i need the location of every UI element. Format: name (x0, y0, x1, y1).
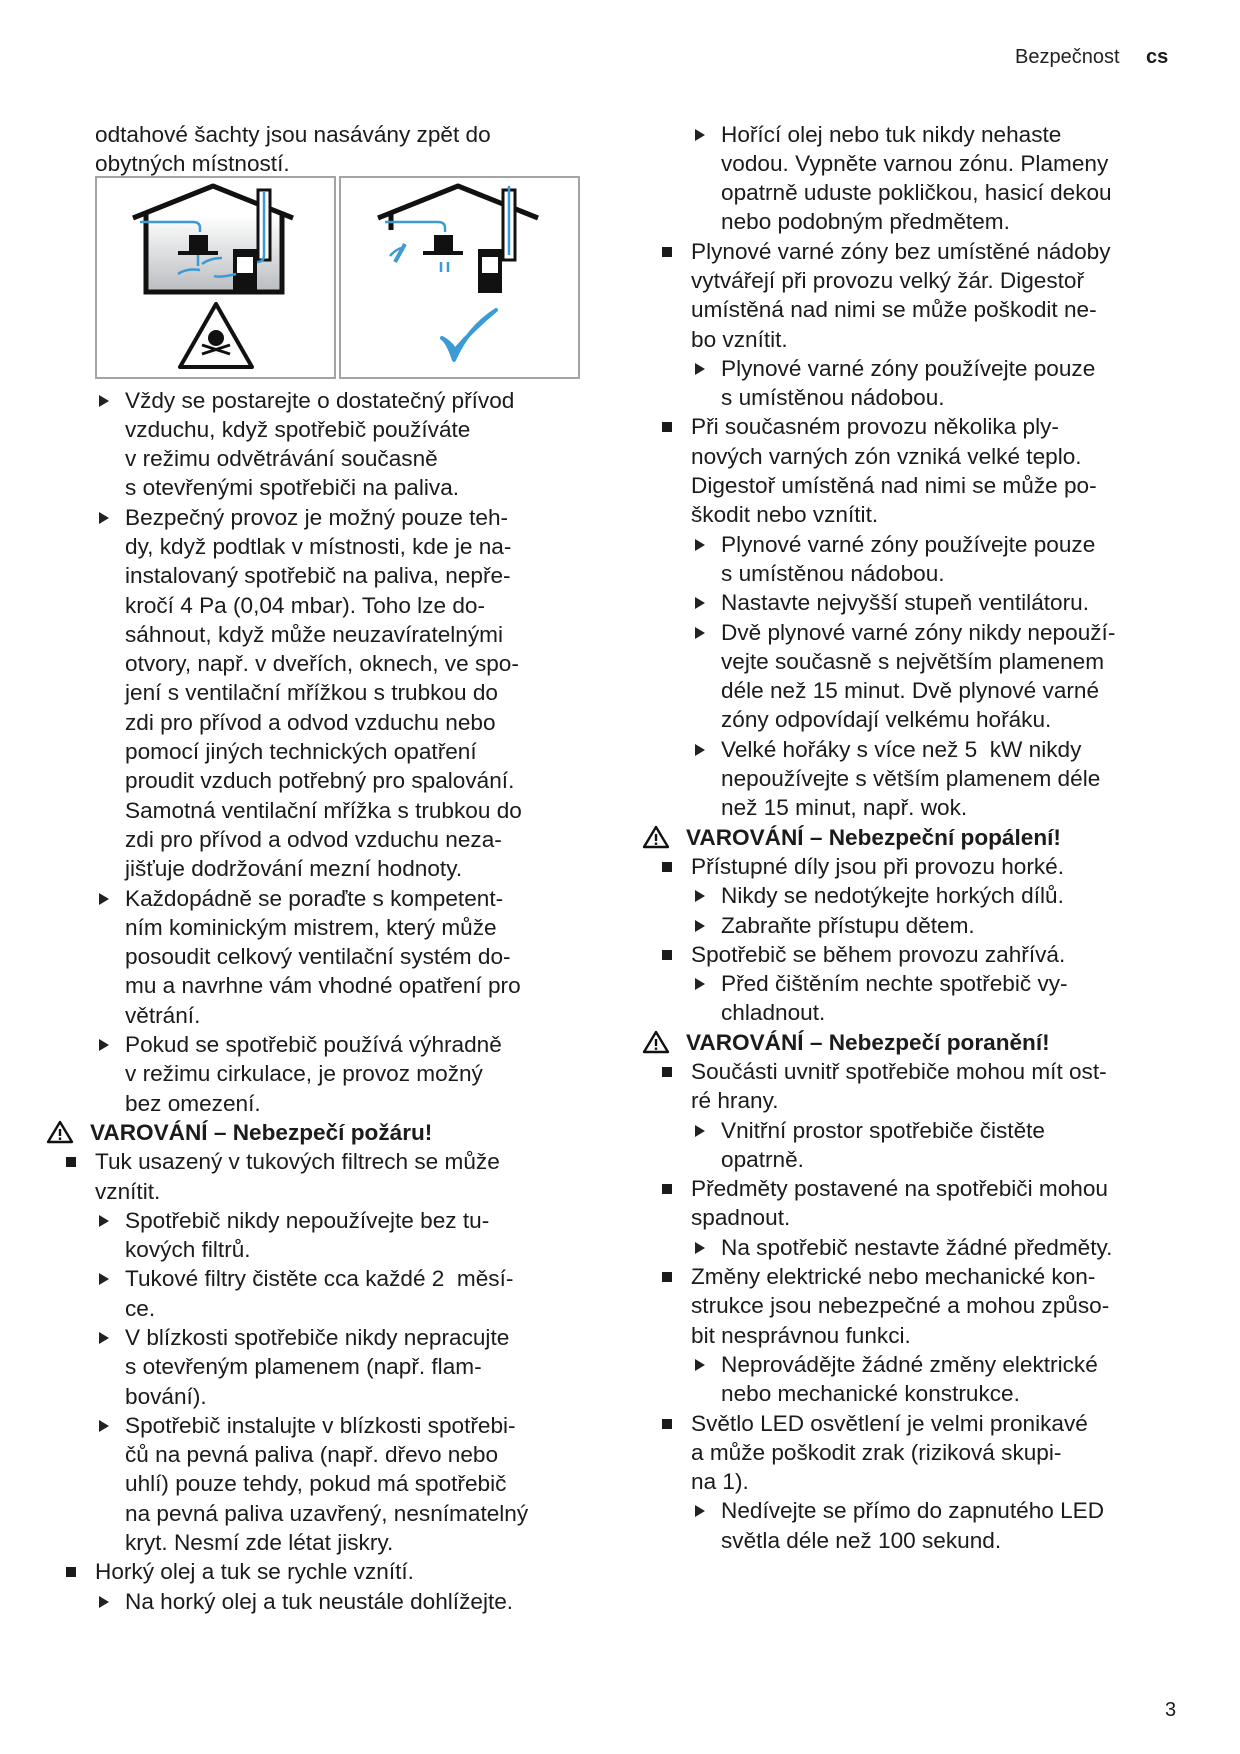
step-line (0, 1145, 804, 1174)
line-text: spadnout. (691, 1205, 791, 1231)
line-text: déle než 15 minut. Dvě plynové varné (721, 678, 1100, 704)
line-text: dy, když podtlak v místnosti, kde je na- (125, 533, 512, 559)
square-bullet-icon (662, 1272, 672, 1282)
square-bullet-icon (662, 247, 672, 257)
bullet-line (0, 1409, 1088, 1438)
step-line (0, 676, 1100, 705)
line-text: uhlí) pouze tehdy, pokud má spotřebič (125, 1471, 507, 1497)
step-line (0, 705, 1052, 734)
square-bullet-icon (662, 950, 672, 960)
step-line (0, 559, 945, 588)
arrow-bullet-icon (695, 1242, 705, 1254)
line-text: mu a navrhne vám vhodné opatření pro (125, 973, 521, 999)
arrow-bullet-icon (695, 597, 705, 609)
square-bullet-icon (662, 1419, 672, 1429)
arrow-bullet-icon (695, 539, 705, 551)
line-text: VAROVÁNÍ – Nebezpečí požáru! (90, 1119, 433, 1145)
line-text: Vždy se postarejte o dostatečný přívod (125, 387, 515, 413)
line-text: Digestoř umístěná nad nimi se může po- (691, 473, 1097, 499)
square-bullet-icon (662, 422, 672, 432)
line-text: na 1). (691, 1469, 749, 1495)
step-line (0, 793, 968, 822)
arrow-bullet-icon (695, 1125, 705, 1137)
bullet-line (0, 237, 1111, 266)
arrow-bullet-icon (695, 627, 705, 639)
line-text: ré hrany. (691, 1088, 779, 1114)
line-text: ce. (125, 1295, 156, 1321)
line-text: V blízkosti spotřebiče nikdy nepracujte (125, 1325, 510, 1350)
line-text: vodou. Vypněte varnou zónu. Plameny (721, 150, 1109, 176)
step-line (0, 1116, 1045, 1145)
line-text: Na spotřebič nestavte žádné předměty. (721, 1234, 1113, 1260)
line-text: škodit nebo vznítit. (691, 502, 879, 528)
step-line (0, 149, 1109, 178)
arrow-bullet-icon (695, 1505, 705, 1517)
line-text: Součásti uvnitř spotřebiče mohou mít ost- (691, 1059, 1107, 1084)
line-text: zdi pro přívod a odvod vzduchu nebo (125, 709, 496, 735)
line-text: Nikdy se nedotýkejte horkých dílů. (721, 883, 1064, 909)
line-text: na pevná paliva uzavřený, nesnímatelný (125, 1500, 529, 1526)
line-text: proudit vzduch potřebný pro spalování. (125, 768, 515, 794)
line-text: Nedívejte se přímo do zapnutého LED (721, 1498, 1105, 1524)
step-line (0, 120, 1062, 149)
arrow-bullet-icon (695, 1359, 705, 1371)
line-text: bování). (125, 1383, 207, 1409)
line-text: Velké hořáky s více než 5 kW nikdy (721, 736, 1082, 762)
square-bullet-icon (66, 1567, 76, 1577)
line-text: Zabraňte přístupu dětem. (721, 912, 975, 938)
step-line (0, 207, 1010, 236)
line-text: Spotřebič se během provozu zahřívá. (691, 941, 1066, 967)
step-line (0, 354, 1096, 383)
bullet-line (0, 1467, 749, 1496)
line-text: čů na pevná paliva (např. dřevo nebo (125, 1442, 499, 1468)
line-text: otvory, např. v dveřích, oknech, ve spo- (125, 651, 519, 677)
step-line (0, 998, 826, 1027)
step-line (0, 588, 1089, 617)
arrow-bullet-icon (695, 978, 705, 990)
line-text: Světlo LED osvětlení je velmi pronikavé (691, 1410, 1088, 1436)
square-bullet-icon (662, 1184, 672, 1194)
step-line (0, 1526, 1002, 1555)
bullet-line (0, 1291, 1110, 1320)
line-text: Na horký olej a tuk neustále dohlížejte. (125, 1588, 514, 1614)
line-text: Vnitřní prostor spotřebiče čistěte (721, 1117, 1045, 1143)
line-text: Spotřebič instalujte v blízkosti spotřebi- (125, 1412, 516, 1438)
arrow-bullet-icon (695, 890, 705, 902)
text-line: obytných místností. (95, 151, 290, 177)
line-text: Pokud se spotřebič používá výhradně (125, 1032, 502, 1058)
text-line: odtahové šachty jsou nasávány zpět do (95, 122, 491, 147)
line-text: Spotřebič nikdy nepoužívejte bez tu- (125, 1207, 490, 1233)
warning-heading (0, 1028, 1050, 1057)
line-text: Neprovádějte žádné změny elektrické (721, 1351, 1098, 1377)
line-text: kryt. Nesmí zde létat jiskry. (125, 1530, 394, 1556)
right-column (0, 120, 1116, 1556)
bullet-line (0, 1086, 779, 1115)
line-text: Tukové filtry čistěte cca každé 2 měsí- (125, 1266, 514, 1292)
step-line (0, 178, 1112, 207)
line-text: Každopádně se poraďte s kompetent- (125, 885, 504, 911)
step-line (0, 1233, 1113, 1262)
bullet-line (0, 1262, 1096, 1291)
line-text: Plynové varné zóny bez umístěné nádoby (691, 238, 1111, 264)
line-text: instalovaný spotřebič na paliva, nepře- (125, 563, 511, 589)
bullet-line (0, 1321, 911, 1350)
line-text: nebo mechanické konstrukce. (721, 1381, 1020, 1407)
line-text: vzduchu, když spotřebič používáte (125, 416, 471, 442)
bullet-line (0, 1057, 1107, 1086)
bullet-line (0, 295, 1097, 324)
square-bullet-icon (662, 862, 672, 872)
bullet-line (0, 500, 879, 529)
line-text: Horký olej a tuk se rychle vznítí. (95, 1559, 414, 1585)
line-text: Nastavte nejvyšší stupeň ventilátoru. (721, 590, 1089, 616)
bullet-line (0, 1557, 610, 1586)
line-text: zóny odpovídají velkému hořáku. (721, 707, 1052, 733)
line-text: větrání. (125, 1002, 201, 1028)
line-text: světla déle než 100 sekund. (721, 1527, 1002, 1553)
line-text: strukce jsou nebezpečné a mohou způso- (691, 1293, 1110, 1319)
step-line (0, 1350, 1098, 1379)
arrow-bullet-icon (695, 920, 705, 932)
line-text: Předměty postavené na spotřebiči mohou (691, 1176, 1108, 1202)
line-text: vejte současně s největším plamenem (721, 648, 1105, 674)
line-text: Změny elektrické nebo mechanické kon- (691, 1264, 1096, 1290)
page-number: 3 (1165, 1699, 1177, 1721)
bullet-line (0, 852, 1064, 881)
square-bullet-icon (662, 1067, 672, 1077)
line-text: jení s ventilační mřížkou s trubkou do (125, 680, 498, 706)
line-text: zdi pro přívod a odvod vzduchu neza- (125, 826, 502, 852)
step-line (0, 881, 1064, 910)
bullet-line (0, 412, 1059, 441)
step-line (0, 764, 1101, 793)
line-text: Samotná ventilační mřížka s trubkou do (125, 797, 522, 823)
line-text: opatrně. (721, 1146, 804, 1172)
step-line (0, 383, 945, 412)
line-text: Bezpečný provoz je možný pouze teh- (125, 504, 509, 530)
line-text: nebo podobným předmětem. (721, 209, 1010, 235)
warning-triangle-icon (642, 1030, 670, 1054)
line-text: Dvě plynové varné zóny nikdy nepouží- (721, 619, 1116, 645)
step-line (0, 969, 1068, 998)
line-text: kročí 4 Pa (0,04 mbar). Toho lze do- (125, 592, 485, 618)
line-text: Před čištěním nechte spotřebič vy- (721, 971, 1068, 997)
bullet-line (0, 266, 1085, 295)
arrow-bullet-icon (695, 363, 705, 375)
running-header-language: cs (1146, 46, 1169, 68)
step-line (0, 1379, 1020, 1408)
line-text: sáhnout, když může neuzavíratelnými (125, 621, 504, 647)
bullet-line (0, 1174, 1108, 1203)
line-text: bo vznítit. (691, 326, 788, 352)
arrow-bullet-icon (695, 744, 705, 756)
bullet-line (0, 325, 788, 354)
line-text: Přístupné díly jsou při provozu horké. (691, 853, 1064, 879)
line-text: opatrně uduste pokličkou, hasicí dekou (721, 180, 1112, 206)
bullet-line (0, 1203, 791, 1232)
line-text: posoudit celkový ventilační systém do- (125, 944, 511, 970)
step-line (0, 735, 1082, 764)
step-line (0, 911, 975, 940)
line-text: v režimu cirkulace, je provoz možný (125, 1061, 483, 1087)
bullet-line (0, 471, 1097, 500)
line-text: nepoužívejte s větším plamenem déle (721, 766, 1101, 792)
line-text: VAROVÁNÍ – Nebezpeční popálení! (686, 824, 1061, 850)
line-text: s umístěnou nádobou. (721, 385, 945, 411)
line-text: bit nesprávnou funkci. (691, 1322, 911, 1348)
bullet-line (0, 1438, 1062, 1467)
line-text: umístěná nad nimi se může poškodit ne- (691, 297, 1097, 323)
line-text: nových varných zón vzniká velké teplo. (691, 443, 1082, 469)
line-text: bez omezení. (125, 1090, 261, 1116)
line-text: s otevřeným plamenem (např. flam- (125, 1354, 482, 1380)
line-text: vznítit. (95, 1178, 161, 1204)
line-text: s otevřenými spotřebiči na paliva. (125, 475, 460, 501)
line-text: VAROVÁNÍ – Nebezpečí poranění! (686, 1029, 1050, 1055)
line-text: v režimu odvětrávání současně (125, 446, 438, 472)
step-line (0, 530, 1096, 559)
step-line (0, 1496, 1105, 1525)
line-text: Plynové varné zóny používejte pouze (721, 531, 1096, 557)
line-text: vytvářejí při provozu velký žár. Digestoř (691, 267, 1085, 293)
line-text: jišťuje dodržování mezní hodnoty. (125, 856, 463, 882)
line-text: a může poškodit zrak (riziková skupi- (691, 1439, 1062, 1465)
warning-heading (0, 823, 1061, 852)
line-text: s umístěnou nádobou. (721, 560, 945, 586)
line-text: než 15 minut, např. wok. (721, 795, 968, 821)
line-text: ním kominickým mistrem, který může (125, 914, 497, 940)
bullet-line (0, 442, 1082, 471)
line-text: Při současném provozu několika ply- (691, 414, 1059, 440)
bullet-line (0, 940, 1066, 969)
line-text: chladnout. (721, 1000, 826, 1026)
step-line (0, 1587, 610, 1616)
line-text: Tuk usazený v tukových filtrech se může (95, 1149, 500, 1175)
arrow-bullet-icon (695, 129, 705, 141)
line-text: Plynové varné zóny používejte pouze (721, 355, 1096, 381)
warning-triangle-icon (642, 825, 670, 849)
step-line (0, 647, 1105, 676)
step-line (0, 618, 1116, 647)
line-text: kových filtrů. (125, 1237, 251, 1263)
arrow-bullet-icon (99, 1596, 109, 1608)
running-header-section: Bezpečnost (1015, 46, 1120, 68)
line-text: pomocí jiných technických opatření (125, 739, 477, 765)
line-text: Hořící olej nebo tuk nikdy nehaste (721, 121, 1062, 147)
